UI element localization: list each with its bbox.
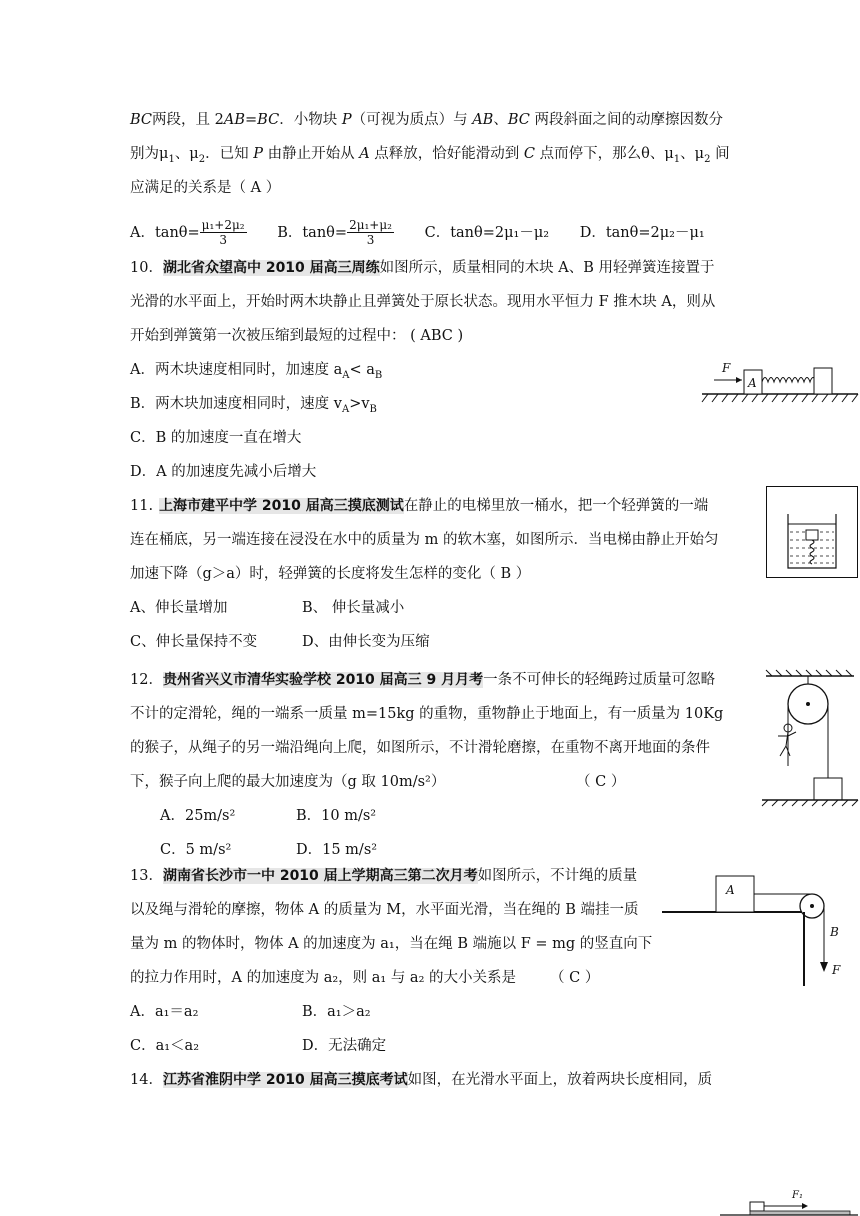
force-label: F: [832, 963, 841, 977]
block-pulley-figure: [662, 870, 852, 986]
q9-option-c: C．tanθ=2μ₁－μ₂: [424, 224, 550, 241]
q13-option-b: B．a₁＞a₂: [302, 1004, 371, 1020]
q13-line-2: 以及绳与滑轮的摩擦，物体 A 的质量为 M，水平面光滑，当在绳的 B 端挂一质: [130, 902, 639, 918]
q10-option-c: C．B 的加速度一直在增大: [130, 430, 302, 446]
q11-options-row-2: [130, 632, 430, 652]
q9-option-b: B．tanθ= $\frac{\text{2μ₁+μ₂}}{3}$: [277, 218, 392, 247]
question-source: 贵州省兴义市清华实验学校 2010 届高三 9 月月考: [162, 672, 484, 688]
q10-option-d: D．A 的加速度先减小后增大: [130, 464, 317, 480]
q11-option-a: A、伸长量增加: [130, 600, 228, 616]
q13-line-1: 13．湖南省长沙市一中 2010 届上学期高三第二次月考如图所示，不计绳的质量: [130, 868, 638, 884]
q9-options: [130, 218, 705, 247]
q12-line-3: 的猴子，从绳子的另一端沿绳向上爬，如图所示，不计滑轮磨擦，在重物不离开地面的条件: [130, 740, 710, 756]
q12-options-row-1: [160, 806, 376, 826]
q9-line-3: 应满足的关系是（ A ）: [130, 180, 281, 196]
two-plates-figure: [720, 1188, 858, 1216]
block-a-label: A: [748, 376, 757, 390]
q9-line-2: 别为$\mu_1$、$\mu_2$．已知 P 由静止开始从 A 点释放，恰好能滑动到 C 点而停下，那么θ、$\mu_1$、$\mu_2$ 间: [130, 146, 730, 165]
question-number: 11.: [130, 498, 154, 514]
question-source: 湖南省长沙市一中 2010 届上学期高三第二次月考: [162, 868, 478, 884]
question-number: 12．: [130, 672, 163, 688]
q12-option-c: C．5 m/s²: [160, 842, 232, 858]
q10-line-2: 光滑的水平面上，开始时两木块静止且弹簧处于原长状态。现用水平恒力 F 推木块 A，则从: [130, 294, 716, 310]
q13-option-a: A．a₁＝a₂: [130, 1004, 199, 1020]
q12-options-row-2: [160, 840, 377, 860]
q12-line-2: 不计的定滑轮，绳的一端系一质量 m=15kg 的重物，重物静止于地面上，有一质量为 10Kg: [130, 706, 724, 722]
q13-option-d: D．无法确定: [302, 1038, 387, 1054]
q13-line-3: 量为 m 的物体时，物体 A 的加速度为 a₁，当在绳 B 端施以 F = mg 的竖直向下: [130, 936, 653, 952]
q10-line-3: 开始到弹簧第一次被压缩到最短的过程中： ( ABC ): [130, 328, 464, 344]
q12-line-4: 下，猴子向上爬的最大加速度为（g 取 10m/s²） （ C ）: [130, 774, 626, 790]
q13-options-row-2: [130, 1036, 386, 1056]
q11-option-c: C、伸长量保持不变: [130, 634, 258, 650]
water-bucket-figure: [766, 486, 858, 578]
question-source: 湖北省众望高中 2010 届高三周练: [162, 260, 380, 276]
question-number: 14．: [130, 1072, 163, 1088]
q9-option-a: A．tanθ= $\frac{\text{μ₁+2μ₂}}{3}$: [130, 218, 245, 247]
pulley-monkey-figure: [762, 670, 858, 810]
question-number: 10．: [130, 260, 163, 276]
question-number: 13．: [130, 868, 163, 884]
q12-option-b: B．10 m/s²: [296, 808, 377, 824]
q14-line-1: 14．江苏省淮阴中学 2010 届高三摸底考试如图，在光滑水平面上，放着两块长度相同，质: [130, 1072, 713, 1088]
q12-line-1: 12．贵州省兴义市清华实验学校 2010 届高三 9 月月考一条不可伸长的轻绳跨过质量可忽略: [130, 672, 716, 688]
q13-options-row-1: [130, 1002, 371, 1022]
q11-line-2: 连在桶底，另一端连接在浸没在水中的质量为 m 的软木塞，如图所示．当电梯由静止开始匀: [130, 532, 719, 548]
q11-line-3: 加速下降（g＞a）时，轻弹簧的长度将发生怎样的变化（ B ）: [130, 566, 531, 582]
force-label: F₁: [792, 1190, 803, 1201]
q11-option-d: D、由伸长变为压缩: [302, 634, 430, 650]
q9-option-d: D．tanθ=2μ₂－μ₁: [579, 224, 705, 241]
answer: （ C ）: [576, 774, 626, 790]
fraction: $\frac{\text{2μ₁+μ₂}}{3}$: [349, 218, 392, 247]
q11-options-row-1: [130, 598, 404, 618]
force-label: F: [722, 361, 731, 375]
point-b-label: B: [830, 925, 839, 939]
q12-option-a: A．25m/s²: [160, 808, 236, 824]
q13-option-c: C．a₁＜a₂: [130, 1038, 200, 1054]
q11-line-1: 11. 上海市建平中学 2010 届高三摸底测试在静止的电梯里放一桶水，把一个轻弹簧的一端: [130, 498, 709, 514]
block-a-label: A: [726, 883, 735, 897]
q10-option-b: B．两木块加速度相同时，速度 $v_A>v_B$: [130, 396, 377, 415]
q12-option-d: D．15 m/s²: [296, 842, 378, 858]
q10-option-a: A．两木块速度相同时，加速度 $a_A< a_B$: [130, 362, 383, 381]
q13-line-4: 的拉力作用时，A 的加速度为 a₂，则 a₁ 与 a₂ 的大小关系是 （ C ）: [130, 970, 600, 986]
question-source: 上海市建平中学 2010 届高三摸底测试: [159, 498, 404, 514]
q9-line-1: BC两段，且 2AB=BC．小物块 P（可视为质点）与 AB、BC 两段斜面之间的动摩擦因数分: [130, 112, 723, 128]
question-source: 江苏省淮阴中学 2010 届高三摸底考试: [162, 1072, 408, 1088]
answer: （ C ）: [550, 970, 600, 986]
q10-line-1: 10．湖北省众望高中 2010 届高三周练如图所示，质量相同的木块 A、B 用轻弹簧连接置于: [130, 260, 715, 276]
spring-blocks-figure: [700, 360, 860, 406]
fraction: $\frac{\text{μ₁+2μ₂}}{3}$: [201, 218, 245, 247]
q11-option-b: B、 伸长量减小: [302, 600, 405, 616]
